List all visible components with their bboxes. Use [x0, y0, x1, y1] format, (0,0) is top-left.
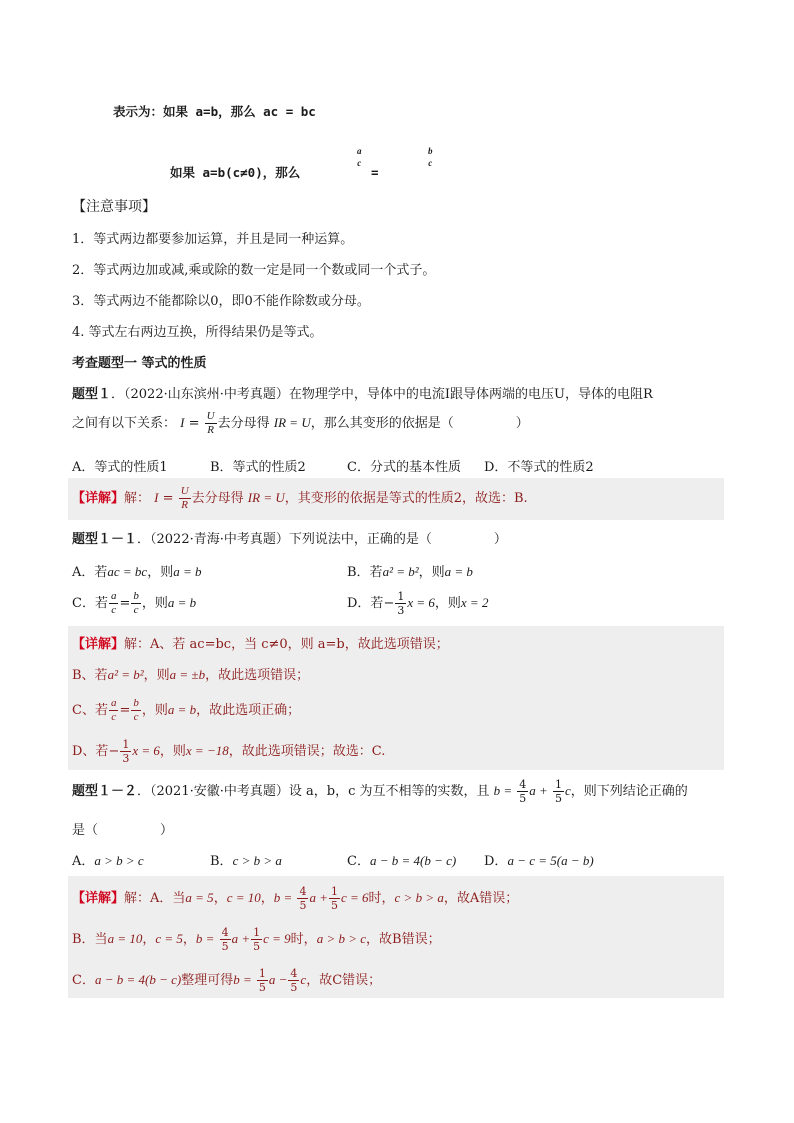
frac-a-den: c [357, 158, 362, 168]
q1-text: 之间有以下关系： [72, 416, 177, 431]
fraction-b-over-c [428, 145, 433, 169]
q1-ans-a: 解： [124, 491, 151, 506]
question-1-line1 [72, 383, 653, 402]
q1-ir-eq: IR = U [273, 415, 311, 430]
note-item: 2．等式两边加或减,乘或除的数一定是同一个数或同一个式子。 [72, 263, 436, 278]
q11-option-a: A．若ac = bc，则a = b [72, 564, 202, 580]
q12-answer-line1: 【详解】解：A．当a = 5，c = 10，b = $\frac{4}{5}$ a + $\frac{1}{5}$ c = 6时，c > b > a，故A错误； [72, 885, 519, 912]
q12-option-a: A．a > b > c [72, 853, 144, 869]
answer-tag: 【详解】 [72, 637, 125, 652]
q1-text-c: ，那么其变形的依据是（ [310, 416, 454, 431]
q1-ans-ir: IR = U [247, 490, 285, 505]
question-1-1 [72, 528, 507, 547]
answer-tag: 【详解】 [72, 491, 125, 506]
q12-answer-line2: B．当a = 10，c = 5，b = $\frac{4}{5}$ a + $\frac{1}{5}$ c = 9时，a > b > c，故B错误； [72, 926, 441, 953]
division-statement: 如果 a=b(c≠0)，那么 [170, 165, 301, 180]
q11-answer-line2: B、若a² = b²，则a = ±b，故此选项错误； [72, 667, 310, 683]
q11-answer-line3: C、若 $\frac{a}{c}$ = $\frac{b}{c}$ ，则a = b，故此选项正确； [72, 697, 301, 723]
notes-header: 【注意事项】 [72, 199, 156, 215]
q11-option-d: D．若− $\frac{1}{3}$ x = 6，则x = 2 [347, 590, 489, 617]
q1-ans-c: ，其变形的依据是等式的性质2，故选：B. [284, 491, 528, 506]
q11-answer-line1: 【详解】解：A、若 ac=bc，当 c≠0，则 a=b，故此选项错误； [72, 637, 449, 652]
note-item: 4. 等式左右两边互换，所得结果仍是等式。 [72, 325, 323, 340]
q1-text-b: 去分母得 [217, 416, 270, 431]
question-1-1-source: ．（2022·青海·中考真题）下列说法中，正确的是（ [137, 532, 432, 547]
q11-option-c: C．若 $\frac{a}{c}$ = $\frac{b}{c}$ ，则a = b [72, 590, 197, 616]
note-item: 3．等式两边不能都除以0，即0不能作除数或分母。 [72, 294, 370, 309]
frac-a-num: a [357, 146, 362, 156]
question-1-source: ．（2022·山东滨州·中考真题）在物理学中，导体中的电流Ⅰ跟导体两端的电压U，导体的电阻R [111, 387, 653, 402]
q1-ans-i: I [154, 490, 159, 505]
frac-b-den: c [428, 158, 433, 168]
question-1-2: 题型１－２．（2021·安徽·中考真题）设 a，b，c 为互不相等的实数，且 b = $\frac{4}{5}$ a + $\frac{1}{5}$ c，则下列结论正确的 [72, 778, 688, 805]
q1-option-c: C．分式的基本性质 [347, 460, 461, 475]
q11-answer-line4: D、若− $\frac{1}{3}$ x = 6，则x = −18，故此选项错误；故选：C. [72, 738, 386, 765]
q12-option-d: D．a − c = 5(a − b) [484, 853, 594, 869]
question-1-label: 题型１ [72, 387, 112, 402]
equals-sign: = [371, 165, 379, 180]
answer-tag: 【详解】 [72, 891, 125, 906]
q11-option-b: B．若a² = b²，则a = b [347, 564, 473, 580]
q1-answer: 【详解】解： I = $\frac{U}{R}$ 去分母得 IR = U，其变形的依据是等式的性质2，故选：B. [72, 485, 528, 511]
question-1-2-label: 题型１－２ [72, 784, 138, 799]
q12-option-b: B．c > b > a [210, 853, 282, 869]
note-item: 1．等式两边都要参加运算，并且是同一种运算。 [72, 232, 354, 247]
question-1-2-line2: 是（ ） [72, 823, 174, 838]
q12-answer-line3: C．a − b = 4(b − c)整理可得b = $\frac{1}{5}$ a − $\frac{4}{5}$ c，故C错误； [72, 967, 382, 994]
q1-option-b: B．等式的性质2 [210, 460, 306, 475]
question-1-1-label: 题型１－１ [72, 532, 138, 547]
equation-statement: 表示为：如果 a=b，那么 ac = bc [113, 104, 316, 119]
q12-option-c: C．a − b = 4(b − c) [347, 853, 457, 869]
q1-option-d: D．不等式的性质2 [484, 460, 594, 475]
q1-fraction: $\frac{U}{R}$ [206, 410, 215, 436]
q11-close: ） [493, 532, 507, 547]
q1-close: ） [515, 416, 529, 431]
fraction-a-over-c [357, 145, 362, 169]
q1-var-i: I [180, 415, 185, 430]
q1-option-a: A．等式的性质1 [72, 460, 168, 475]
q1-ans-b: 去分母得 [191, 491, 244, 506]
q1-ans-fraction: $\frac{U}{R}$ [180, 485, 189, 511]
frac-b-num: b [428, 146, 433, 156]
section-title: 考查题型一 等式的性质 [72, 356, 207, 371]
question-1-line2: 之间有以下关系： I = $\frac{U}{R}$ 去分母得 IR = U，那么其变形的依据是（ ） [72, 410, 529, 436]
